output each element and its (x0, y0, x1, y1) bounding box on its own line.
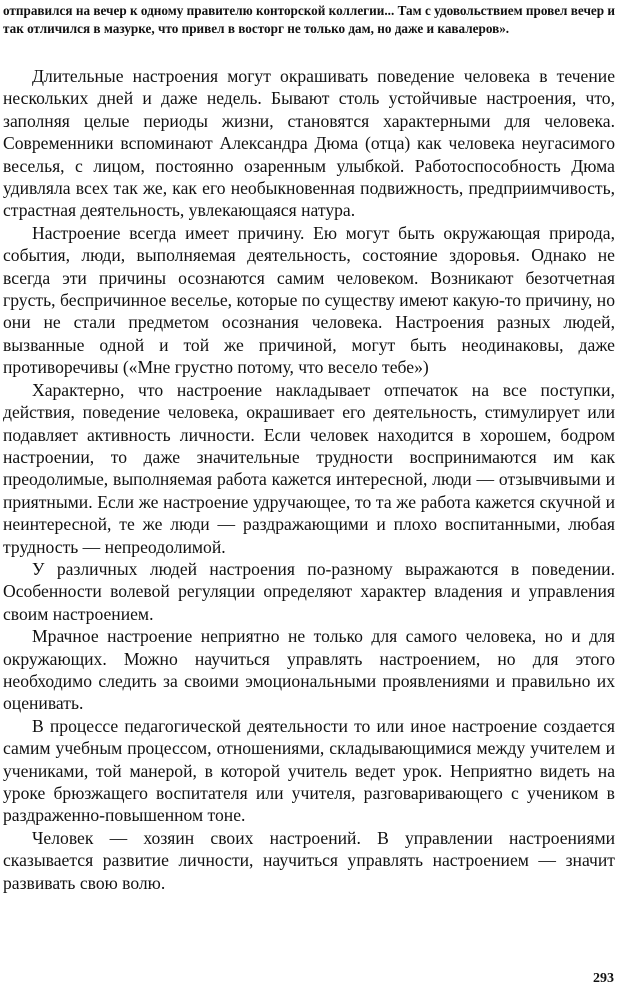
paragraph: Настроение всегда имеет причину. Ею могут быть окружающая природа, события, люди, выполняемая деятельность, состояние здоровья. Однако не всегда эти причины осознаются самим человеком. Возникают безотчетная грусть, беспричинное веселье, которые по существу имеют какую-то причину, но они не стали предметом осознания человека. Настроения разных людей, вызванные одной и той же причиной, могут быть неодинаковы, даже противоречивы («Мне грустно потому, что весело тебе») (3, 222, 615, 378)
paragraph: Человек — хозяин своих настроений. В управлении настроениями сказывается развитие личности, научиться управлять настроением — значит развивать свою волю. (3, 827, 615, 893)
quote-fragment: отправился на вечер к одному правителю конторской коллегии... Там с удовольствием провел вечер и так отличился в мазурке, что привел в восторг не только дам, но даже и кавалеров». (3, 3, 615, 36)
paragraph: Длительные настроения могут окрашивать поведение человека в течение нескольких дней и даже недель. Бывают столь устойчивые настроения, что, заполняя целые периоды жизни, становятся характерными для человека. Современники вспоминают Александра Дюма (отца) как человека неугасимого веселья, с лицом, постоянно озаренным улыбкой. Работоспособность Дюма удивляла всех так же, как его необыкновенная подвижность, предприимчивость, страстная деятельность, увлекающаяся натура. (3, 66, 615, 221)
paragraph: Мрачное настроение неприятно не только для самого человека, но и для окружающих. Можно научиться управлять настроением, но для этого необходимо следить за своими эмоциональными проявлениями и правильно их оценивать. (3, 626, 615, 714)
page-number: 293 (593, 971, 614, 986)
paragraph: В процессе педагогической деятельности то или иное настроение создается самим учебным процессом, отношениями, складывающимися между учителем и учениками, той манерой, в которой учитель ведет урок. Неприятно видеть на уроке брюзжащего воспитателя или учителя, разговаривающего с учеником в раздраженно-повышенном тоне. (3, 715, 615, 826)
paragraph: Характерно, что настроение накладывает отпечаток на все поступки, действия, поведение человека, окрашивает его деятельность, стимулирует или подавляет активность личности. Если человек находится в хорошем, бодром настроении, то даже значительные трудности воспринимаются им как преодолимые, выполняемая работа кажется интересной, люди — отзывчивыми и приятными. Если же настроение удручающее, то та же работа кажется скучной и неинтересной, те же люди — раздражающими и плохо воспитанными, любая трудность — непреодолимой. (3, 379, 615, 557)
main-text (3, 65, 615, 894)
paragraph: У различных людей настроения по-разному выражаются в поведении. Особенности волевой регуляции определяют характер владения и управления своим настроением. (3, 558, 615, 624)
